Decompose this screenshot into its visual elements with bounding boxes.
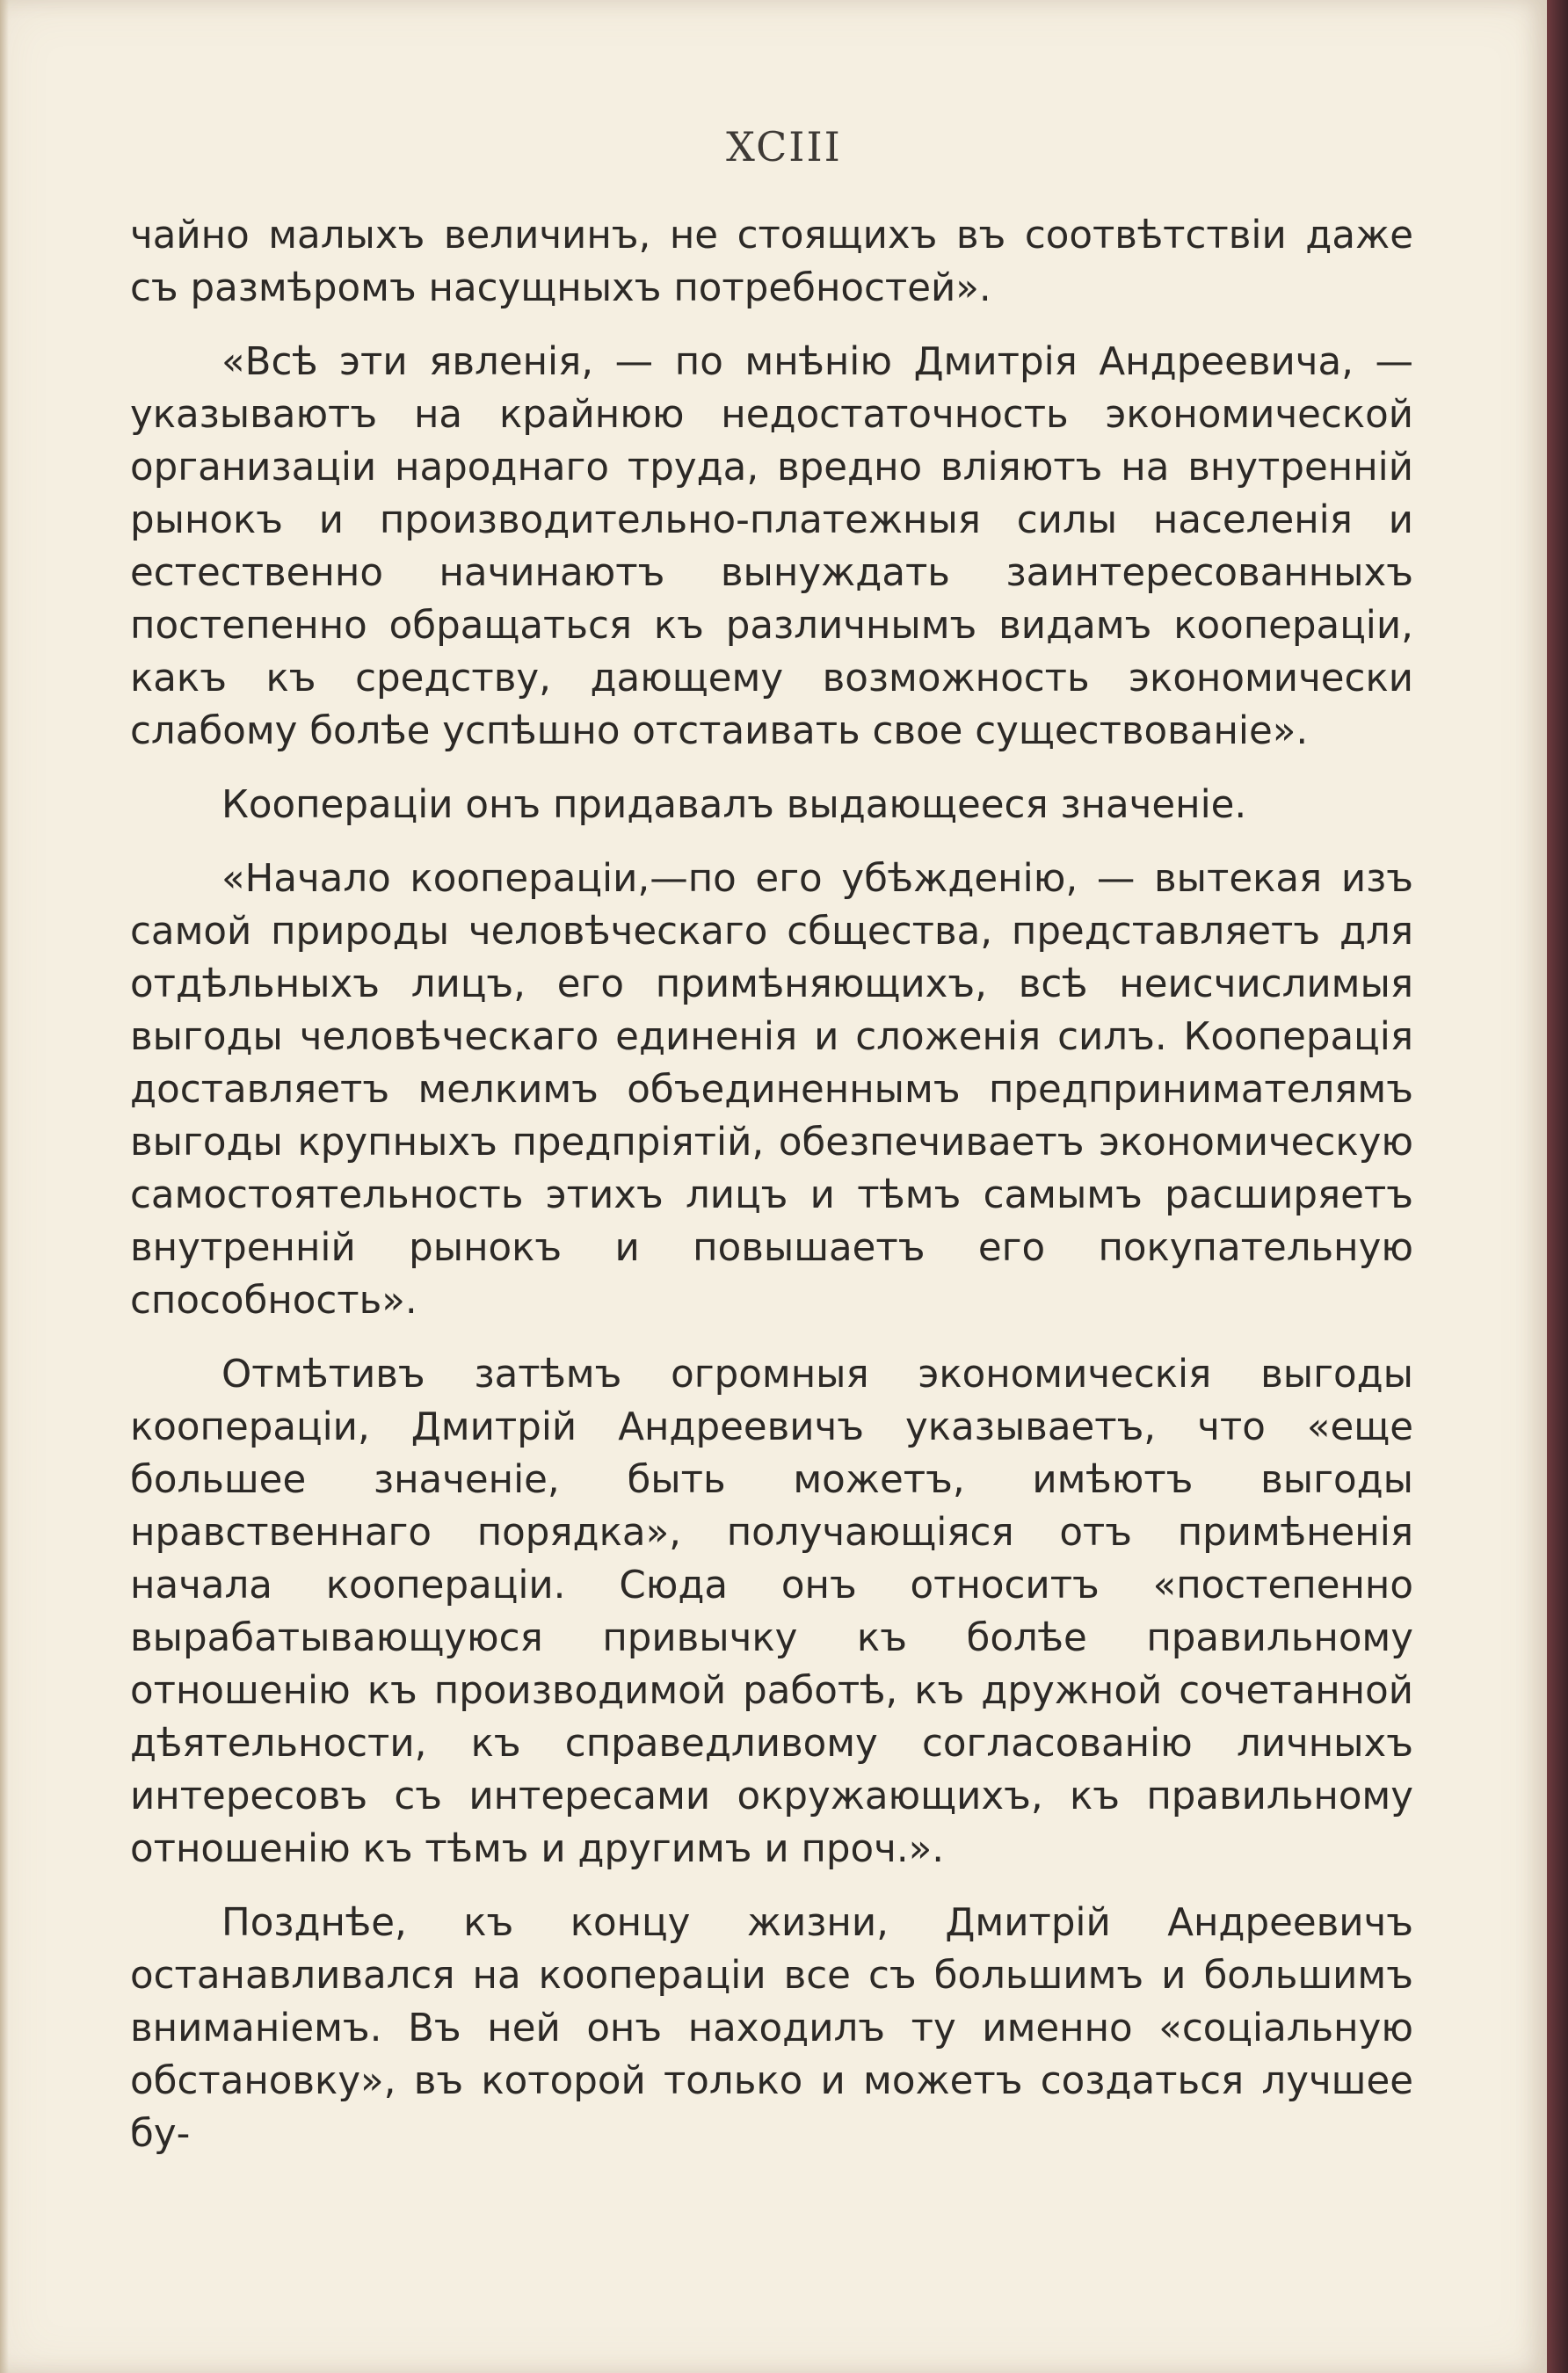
paragraph-continuation: чайно малыхъ величинъ, не стоящихъ въ соотвѣтствіи даже съ размѣромъ насущныхъ потребностей». xyxy=(130,214,1413,310)
paragraph-quote-cooperation-principle: «Начало коопераціи,—по его убѣжденію, — вытекая изъ самой природы человѣческаго сбщества, представляетъ для отдѣльныхъ лицъ, его примѣняющихъ, всѣ неисчислимыя выгоды человѣческаго единенія и сложенія силъ. Кооперація доставляетъ мелкимъ объединеннымъ предпринимателямъ выгоды крупныхъ предпріятій, обезпечиваетъ экономическую самостоятельность этихъ лицъ и тѣмъ самымъ расширяетъ внутренній рынокъ и повышаетъ его покупательную способность». xyxy=(130,857,1413,1323)
page-edge-shadow xyxy=(0,0,9,2373)
page-body xyxy=(130,209,1413,2160)
paragraph-later-life: Позднѣе, къ концу жизни, Дмитрій Андреевичъ останавливался на коопераціи все съ большимъ и большимъ вниманіемъ. Въ ней онъ находилъ ту именно «соціальную обстановку», въ которой только и можетъ создаться лучшее бу- xyxy=(130,1901,1413,2156)
page-number: XCIII xyxy=(726,123,842,171)
paragraph-moral-benefits: Отмѣтивъ затѣмъ огромныя экономическія выгоды коопераціи, Дмитрій Андреевичъ указываетъ, что «еще большее значеніе, быть можетъ, имѣютъ выгоды нравственнаго порядка», получающіяся отъ примѣненія начала коопераціи. Сюда онъ относитъ «постепенно вырабатывающуюся привычку къ болѣе правильному отношенію къ производимой работѣ, къ дружной сочетанной дѣятельности, къ справедливому согласованію личныхъ интересовъ съ интересами окружающихъ, къ правильному отношенію къ тѣмъ и другимъ и проч.». xyxy=(130,1353,1413,1871)
paragraph-cooperation-significance: Коопераціи онъ придавалъ выдающееся значеніе. xyxy=(221,783,1247,827)
book-binding-edge xyxy=(1547,0,1568,2373)
paragraph-quote-phenomena: «Всѣ эти явленія, — по мнѣнію Дмитрія Андреевича, — указываютъ на крайнюю недостаточность экономической организаціи народнаго труда, вредно вліяютъ на внутренній рынокъ и производительно-платежныя силы населенія и естественно начинаютъ вынуждать заинтересованныхъ постепенно обращаться къ различнымъ видамъ коопераціи, какъ къ средству, дающему возможность экономически слабому болѣе успѣшно отстаивать свое существованіе». xyxy=(130,340,1413,753)
